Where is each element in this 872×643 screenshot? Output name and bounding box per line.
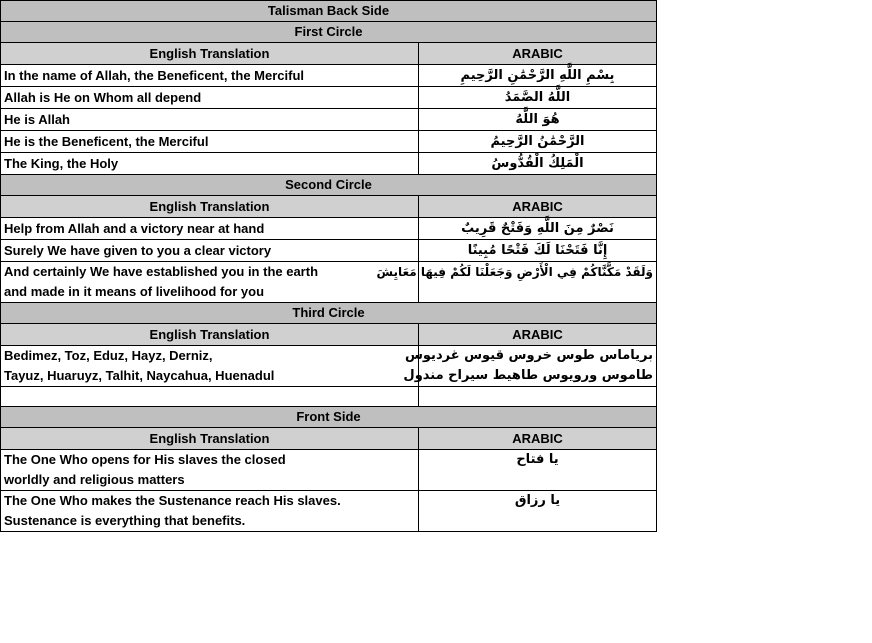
front-side-title: Front Side <box>1 407 657 428</box>
first-circle-title: First Circle <box>1 22 657 43</box>
english-cell: In the name of Allah, the Beneficent, the Merciful <box>1 65 419 87</box>
english-cell <box>1 491 419 532</box>
column-header-row <box>1 43 657 65</box>
english-line: The One Who makes the Sustenance reach His slaves. <box>4 493 341 508</box>
arabic-cell: يا فتاح <box>419 450 657 491</box>
table-row <box>1 491 657 532</box>
arabic-cell: وَلَقَدْ مَكَّنَّاكُمْ فِي الْأَرْضِ وَجَعَلْنَا لَكُمْ فِيهَا مَعَايِشَ <box>419 262 657 303</box>
arabic-cell: هُوَ اللَّهُ <box>419 109 657 131</box>
table-row <box>1 109 657 131</box>
table-row <box>1 218 657 240</box>
arabic-cell: إِنَّا فَتَحْنَا لَكَ فَتْحًا مُبِينًا <box>419 240 657 262</box>
english-line: worldly and religious matters <box>4 472 185 487</box>
english-cell: The King, the Holy <box>1 153 419 175</box>
circle-title-row <box>1 22 657 43</box>
english-cell <box>1 346 419 387</box>
english-cell: He is Allah <box>1 109 419 131</box>
table-row <box>1 153 657 175</box>
column-header-arabic: ARABIC <box>419 428 657 450</box>
second-circle-title: Second Circle <box>1 175 657 196</box>
english-line: and made in it means of livelihood for you <box>4 284 265 299</box>
english-cell: Allah is He on Whom all depend <box>1 87 419 109</box>
arabic-cell: اللَّهُ الصَّمَدُ <box>419 87 657 109</box>
back-side-title: Talisman Back Side <box>1 1 657 22</box>
third-circle-title: Third Circle <box>1 303 657 324</box>
english-line: Tayuz, Huaruyz, Talhit, Naycahua, Huenadul <box>4 368 275 383</box>
spacer-row <box>1 387 657 407</box>
table-row <box>1 65 657 87</box>
spacer-cell <box>1 387 419 407</box>
table-row <box>1 346 657 387</box>
english-line: The One Who opens for His slaves the closed <box>4 452 286 467</box>
arabic-cell <box>403 346 657 387</box>
circle-title-row <box>1 175 657 196</box>
column-header-english: English Translation <box>1 324 419 346</box>
arabic-cell: بِسْمِ اللَّهِ الرَّحْمَٰنِ الرَّحِيمِ <box>419 65 657 87</box>
table-row <box>1 262 657 303</box>
arabic-cell: الْمَلِكُ الْقُدُّوسُ <box>419 153 657 175</box>
english-line: And certainly We have established you in the earth <box>4 264 319 279</box>
column-header-english: English Translation <box>1 196 419 218</box>
arabic-cell: الرَّحْمَٰنُ الرَّحِيمُ <box>419 131 657 153</box>
arabic-line: طاموس ورويوس طاهيط سيراح مندول <box>403 368 653 383</box>
front-title-row <box>1 407 657 428</box>
english-cell <box>1 262 419 303</box>
column-header-row <box>1 324 657 346</box>
table-row <box>1 450 657 491</box>
talisman-table-body <box>1 1 657 532</box>
arabic-cell: يا رزاق <box>419 491 657 532</box>
column-header-row <box>1 428 657 450</box>
column-header-arabic: ARABIC <box>419 196 657 218</box>
table-row <box>1 87 657 109</box>
column-header-arabic: ARABIC <box>419 324 657 346</box>
arabic-line: برياماس طوس خروس قيوس غرديوس <box>404 348 653 363</box>
table-row <box>1 240 657 262</box>
english-line: Sustenance is everything that benefits. <box>4 513 246 528</box>
table-row <box>1 131 657 153</box>
english-cell: Surely We have given to you a clear victory <box>1 240 419 262</box>
column-header-arabic: ARABIC <box>419 43 657 65</box>
arabic-cell: نَصْرٌ مِنَ اللَّهِ وَفَتْحٌ قَرِيبٌ <box>419 218 657 240</box>
column-header-english: English Translation <box>1 428 419 450</box>
english-line: Bedimez, Toz, Eduz, Hayz, Derniz, <box>4 348 213 363</box>
english-cell: He is the Beneficent, the Merciful <box>1 131 419 153</box>
column-header-row <box>1 196 657 218</box>
column-header-english: English Translation <box>1 43 419 65</box>
spacer-cell <box>419 387 657 407</box>
circle-title-row <box>1 303 657 324</box>
english-cell <box>1 450 419 491</box>
back-title-row <box>1 1 657 22</box>
english-cell: Help from Allah and a victory near at hand <box>1 218 419 240</box>
